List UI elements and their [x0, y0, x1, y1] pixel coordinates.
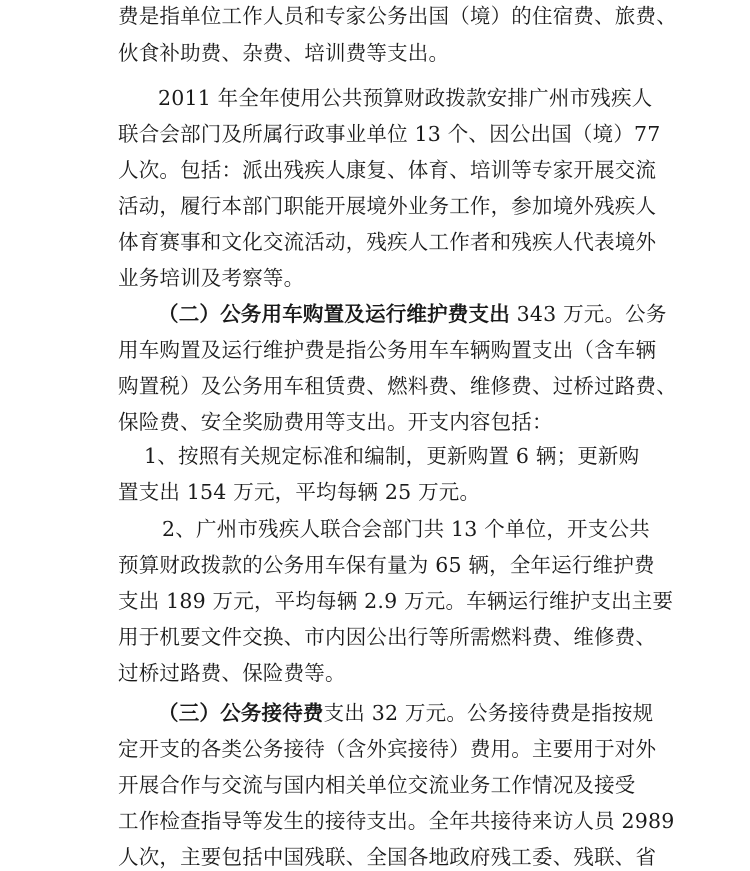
section-heading-text: （二）公务用车购置及运行维护费支出 — [158, 302, 510, 326]
line-text: 用于机要文件交换、市内因公出行等所需燃料费、维修费、 — [118, 625, 657, 649]
line-text: 用车购置及运行维护费是指公务用车车辆购置支出（含车辆 — [118, 338, 657, 362]
text-line-19 — [118, 659, 346, 687]
list-item-1 — [144, 442, 639, 470]
text-line-24 — [118, 843, 656, 871]
line-text: 工作检查指导等发生的接待支出。全年共接待来访人员 2989 — [118, 809, 675, 833]
text-line-8 — [118, 264, 304, 292]
line-text: 保险费、安全奖励费用等支出。开支内容包括： — [118, 410, 553, 434]
line-text: 2011 年全年使用公共预算财政拨款安排广州市残疾人 — [158, 86, 653, 110]
line-text: 预算财政拨款的公务用车保有量为 65 辆，全年运行维护费 — [118, 553, 655, 577]
section-heading-reception — [158, 699, 653, 727]
line-text: 1、按照有关规定标准和编制，更新购置 6 辆；更新购 — [144, 444, 640, 468]
text-line-1 — [118, 2, 677, 30]
line-text: 体育赛事和文化交流活动，残疾人工作者和残疾人代表境外 — [118, 230, 657, 254]
text-line-11 — [118, 372, 677, 400]
text-line-4 — [118, 120, 661, 148]
line-text: 业务培训及考察等。 — [118, 266, 305, 290]
line-text: 2、广州市残疾人联合会部门共 13 个单位，开支公共 — [162, 517, 650, 541]
line-text: 开展合作与交流与国内相关单位交流业务工作情况及接受 — [118, 773, 636, 797]
text-line-23 — [118, 807, 675, 835]
line-text: 人次，主要包括中国残联、全国各地政府残工委、残联、省 — [118, 845, 657, 869]
line-text: 联合会部门及所属行政事业单位 13 个、因公出国（境）77 — [118, 122, 661, 146]
text-line-7 — [118, 228, 656, 256]
line-text: 置支出 154 万元，平均每辆 25 万元。 — [118, 480, 481, 504]
text-line-17 — [118, 587, 673, 615]
text-line-6 — [118, 192, 656, 220]
line-text: 购置税）及公务用车租赁费、燃料费、维修费、过桥过路费、 — [118, 374, 677, 398]
text-line-16 — [118, 551, 655, 579]
text-line-10 — [118, 336, 656, 364]
section-heading-text: （三）公务接待费 — [158, 701, 324, 725]
paragraph-start-2011 — [158, 84, 652, 112]
text-line-5 — [118, 156, 656, 184]
line-text: 343 万元。公务 — [509, 302, 667, 326]
list-item-2 — [162, 515, 650, 543]
line-text: 过桥过路费、保险费等。 — [118, 661, 346, 685]
text-line-21 — [118, 735, 656, 763]
line-text: 支出 189 万元，平均每辆 2.9 万元。车辆运行维护支出主要 — [118, 589, 674, 613]
line-text: 支出 32 万元。公务接待费是指按规 — [323, 701, 654, 725]
line-text: 活动，履行本部门职能开展境外业务工作，参加境外残疾人 — [118, 194, 657, 218]
text-line-2 — [118, 39, 449, 67]
text-line-12 — [118, 408, 553, 436]
section-heading-vehicle — [158, 300, 667, 328]
text-line-14 — [118, 478, 480, 506]
text-line-22 — [118, 771, 636, 799]
line-text: 定开支的各类公务接待（含外宾接待）费用。主要用于对外 — [118, 737, 657, 761]
line-text: 费是指单位工作人员和专家公务出国（境）的住宿费、旅费、 — [118, 4, 677, 28]
line-text: 伙食补助费、杂费、培训费等支出。 — [118, 41, 450, 65]
text-line-18 — [118, 623, 656, 651]
line-text: 人次。包括：派出残疾人康复、体育、培训等专家开展交流 — [118, 158, 657, 182]
